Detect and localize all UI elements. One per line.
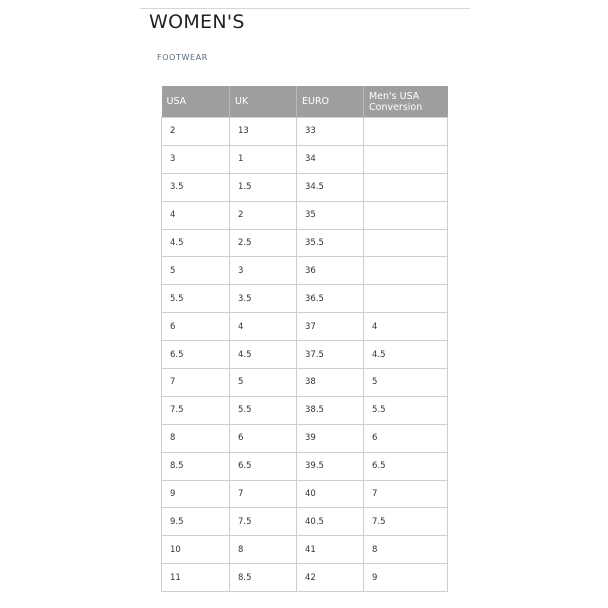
table-row [162,369,448,397]
cell-usa: 10 [162,536,230,564]
cell-mens-usa-conversion [364,145,448,173]
cell-usa: 4 [162,201,230,229]
cell-euro: 37 [297,313,364,341]
cell-euro: 34 [297,145,364,173]
cell-mens-usa-conversion [364,173,448,201]
cell-uk: 6.5 [230,452,297,480]
section-subtitle: FOOTWEAR [157,53,208,62]
cell-euro: 33 [297,118,364,146]
cell-usa: 5.5 [162,285,230,313]
cell-mens-usa-conversion [364,229,448,257]
table-row [162,480,448,508]
cell-euro: 40.5 [297,508,364,536]
column-header-usa: USA [162,86,230,118]
cell-euro: 39.5 [297,452,364,480]
cell-mens-usa-conversion: 5 [364,369,448,397]
table-row [162,536,448,564]
cell-euro: 36 [297,257,364,285]
cell-mens-usa-conversion: 4.5 [364,341,448,369]
cell-usa: 7 [162,369,230,397]
cell-uk: 8.5 [230,564,297,592]
table-row [162,424,448,452]
cell-uk: 1.5 [230,173,297,201]
table-row [162,564,448,592]
cell-usa: 6 [162,313,230,341]
table-row [162,285,448,313]
cell-usa: 8.5 [162,452,230,480]
cell-usa: 9.5 [162,508,230,536]
cell-usa: 5 [162,257,230,285]
table-row [162,145,448,173]
cell-euro: 42 [297,564,364,592]
cell-uk: 7 [230,480,297,508]
cell-euro: 36.5 [297,285,364,313]
cell-mens-usa-conversion [364,118,448,146]
cell-mens-usa-conversion [364,285,448,313]
cell-uk: 2.5 [230,229,297,257]
cell-usa: 3.5 [162,173,230,201]
top-divider [140,8,470,9]
table-row [162,341,448,369]
size-conversion-table [161,86,448,592]
cell-uk: 2 [230,201,297,229]
column-header-uk: UK [230,86,297,118]
table-row [162,201,448,229]
cell-euro: 39 [297,424,364,452]
cell-uk: 3.5 [230,285,297,313]
cell-mens-usa-conversion: 5.5 [364,396,448,424]
cell-uk: 5 [230,369,297,397]
cell-usa: 3 [162,145,230,173]
cell-euro: 41 [297,536,364,564]
cell-usa: 7.5 [162,396,230,424]
table-row [162,452,448,480]
cell-usa: 11 [162,564,230,592]
table-row [162,118,448,146]
table-row [162,396,448,424]
column-header-mens-usa-conversion: Men's USA Conversion [364,86,448,118]
cell-uk: 8 [230,536,297,564]
cell-mens-usa-conversion: 7 [364,480,448,508]
cell-euro: 37.5 [297,341,364,369]
cell-uk: 13 [230,118,297,146]
cell-usa: 9 [162,480,230,508]
table-row [162,229,448,257]
cell-mens-usa-conversion: 9 [364,564,448,592]
cell-usa: 2 [162,118,230,146]
cell-uk: 4 [230,313,297,341]
cell-mens-usa-conversion [364,201,448,229]
cell-mens-usa-conversion: 7.5 [364,508,448,536]
cell-euro: 34.5 [297,173,364,201]
cell-uk: 5.5 [230,396,297,424]
cell-uk: 4.5 [230,341,297,369]
cell-uk: 1 [230,145,297,173]
table-body [162,118,448,592]
cell-mens-usa-conversion: 4 [364,313,448,341]
cell-mens-usa-conversion: 8 [364,536,448,564]
table-row [162,173,448,201]
column-header-euro: EURO [297,86,364,118]
cell-euro: 40 [297,480,364,508]
table-row [162,313,448,341]
cell-euro: 38 [297,369,364,397]
cell-usa: 6.5 [162,341,230,369]
table-row [162,257,448,285]
cell-usa: 8 [162,424,230,452]
cell-mens-usa-conversion [364,257,448,285]
table-row [162,508,448,536]
cell-euro: 35.5 [297,229,364,257]
cell-mens-usa-conversion: 6.5 [364,452,448,480]
cell-mens-usa-conversion: 6 [364,424,448,452]
cell-euro: 35 [297,201,364,229]
page-title: WOMEN'S [149,11,245,33]
table-header-row [162,86,448,118]
cell-euro: 38.5 [297,396,364,424]
cell-uk: 3 [230,257,297,285]
cell-usa: 4.5 [162,229,230,257]
cell-uk: 6 [230,424,297,452]
cell-uk: 7.5 [230,508,297,536]
